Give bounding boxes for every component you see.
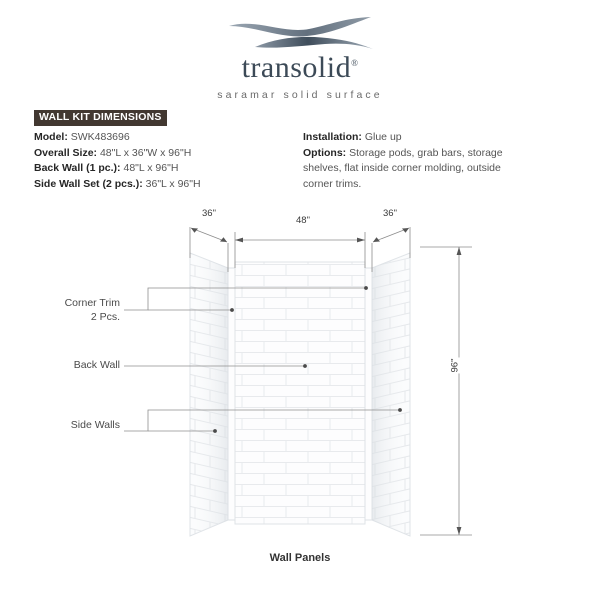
registered-trademark-icon: ® xyxy=(351,58,359,68)
spec-label-options: Options: xyxy=(303,146,347,159)
right-side-panel xyxy=(372,253,410,536)
logo-wordmark xyxy=(242,53,359,83)
spec-row-back-wall xyxy=(34,161,294,177)
callout-label-corner-trim xyxy=(0,296,120,324)
callout-label-side-walls: Side Walls xyxy=(70,419,120,431)
diagram-caption: Wall Panels xyxy=(269,552,331,564)
spec-value-options: Storage pods, grab bars, storage shelves, flat inside corner molding, outside corner trims. xyxy=(303,146,503,190)
spec-label-installation: Installation: xyxy=(303,131,362,143)
dimension-height xyxy=(420,247,472,535)
leader-corner-trim xyxy=(124,286,368,312)
dimension-text-right-depth: 36" xyxy=(383,208,397,219)
callout-corner-trim-line1: Corner Trim xyxy=(64,297,120,309)
spec-row-installation xyxy=(303,130,528,146)
spec-value-model: SWK483696 xyxy=(70,131,130,143)
logo-swoosh-icon xyxy=(225,14,375,52)
brand-logo xyxy=(0,14,600,101)
spec-row-side-wall-set xyxy=(34,177,294,193)
logo-tagline: saramar solid surface xyxy=(217,89,383,101)
spec-label-model: Model: xyxy=(34,131,68,143)
spec-section-header: WALL KIT DIMENSIONS xyxy=(34,110,167,126)
left-corner-trim xyxy=(228,268,235,520)
dimension-left-depth xyxy=(190,227,228,272)
spec-left-column xyxy=(34,130,294,192)
spec-row-options xyxy=(303,146,528,193)
callout-label-back-wall: Back Wall xyxy=(73,359,120,371)
spec-row-overall-size xyxy=(34,146,294,162)
dimension-text-left-depth: 36" xyxy=(202,208,216,219)
spec-right-column xyxy=(303,130,528,192)
spec-row-model xyxy=(34,130,294,146)
spec-label-back-wall: Back Wall (1 pc.): xyxy=(34,162,121,174)
spec-label-overall-size: Overall Size: xyxy=(34,146,98,159)
leader-side-walls xyxy=(124,408,402,433)
spec-value-installation: Glue up xyxy=(364,131,402,143)
back-wall-panel xyxy=(235,262,365,524)
dimension-text-height: 96" xyxy=(449,358,461,373)
dimension-text-back-width: 48" xyxy=(293,215,313,226)
spec-value-overall-size: 48"L x 36"W x 96"H xyxy=(99,146,192,159)
dimension-back-width xyxy=(235,232,365,268)
dimension-right-depth xyxy=(372,227,410,272)
spec-value-back-wall: 48"L x 96"H xyxy=(123,162,179,174)
logo-wordmark-text: transolid xyxy=(241,51,352,84)
right-corner-trim xyxy=(365,268,372,520)
spec-value-side-wall-set: 36"L x 96"H xyxy=(145,177,201,190)
spec-label-side-wall-set: Side Wall Set (2 pcs.): xyxy=(34,177,143,190)
callout-corner-trim-line2: 2 Pcs. xyxy=(90,311,120,323)
leader-back-wall xyxy=(124,364,307,368)
left-side-panel xyxy=(190,253,228,536)
